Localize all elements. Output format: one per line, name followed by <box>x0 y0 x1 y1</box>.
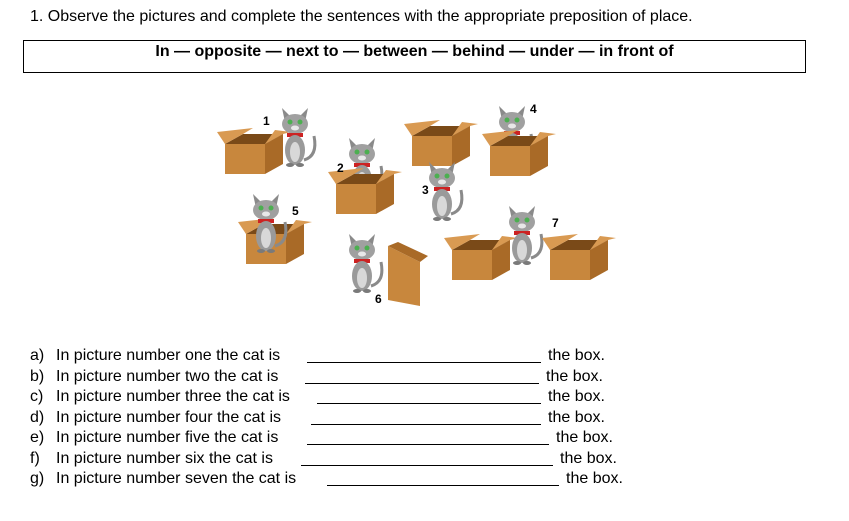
picture-number-3: 3 <box>422 183 429 197</box>
sentence-text: In picture number one the cat is <box>56 347 281 364</box>
sentence-ending: the box. <box>548 347 605 364</box>
sentence-text: In picture number seven the cat is <box>56 470 297 487</box>
picture-number-7: 7 <box>552 216 559 230</box>
picture-7-box-left <box>444 234 518 280</box>
picture-3-box-left <box>404 120 478 166</box>
sentence-ending: the box. <box>546 367 603 385</box>
sentence-ending: the box. <box>556 429 613 446</box>
picture-6-box <box>388 242 428 306</box>
answer-blank-d[interactable] <box>311 424 541 425</box>
picture-number-2: 2 <box>337 161 344 175</box>
sentence-ending: the box. <box>548 388 605 405</box>
picture-6-cat <box>349 234 382 293</box>
sentence-label: c) <box>30 388 44 405</box>
answer-blank-a[interactable] <box>307 362 541 363</box>
sentence-label: a) <box>30 347 45 364</box>
picture-number-4: 4 <box>530 102 537 116</box>
sentence-ending: the box. <box>566 470 623 487</box>
answer-blank-f[interactable] <box>301 465 553 466</box>
answer-blank-g[interactable] <box>327 485 559 486</box>
sentence-text: In picture number six the cat is <box>56 449 273 467</box>
sentence-text: In picture number four the cat is <box>56 408 281 426</box>
picture-1-box <box>217 128 291 174</box>
picture-1-cat <box>282 108 315 167</box>
sentence-text: In picture number five the cat is <box>56 429 279 446</box>
sentence-text: In picture number three the cat is <box>56 388 290 405</box>
word-bank-text: In — opposite — next to — between — behind — under — in front of <box>155 43 674 60</box>
picture-number-6: 6 <box>375 292 382 306</box>
picture-number-1: 1 <box>263 114 270 128</box>
sentence-label: g) <box>30 470 45 487</box>
picture-7-cat <box>509 206 542 265</box>
sentence-label: b) <box>30 367 45 385</box>
picture-3-cat <box>429 162 462 221</box>
sentence-label: d) <box>30 408 45 426</box>
answer-blank-c[interactable] <box>317 403 541 404</box>
sentence-label: f) <box>30 449 40 467</box>
sentence-ending: the box. <box>548 408 605 426</box>
picture-7-box-right <box>542 234 616 280</box>
sentence-label: e) <box>30 429 45 446</box>
sentence-text: In picture number two the cat is <box>56 367 279 385</box>
exercise-instruction: 1. Observe the pictures and complete the sentences with the appropriate preposition of place. <box>30 8 693 25</box>
answer-blank-e[interactable] <box>307 444 549 445</box>
sentence-ending: the box. <box>560 449 617 467</box>
picture-4-box <box>482 130 556 176</box>
answer-blank-b[interactable] <box>305 383 539 384</box>
picture-number-5: 5 <box>292 204 299 218</box>
